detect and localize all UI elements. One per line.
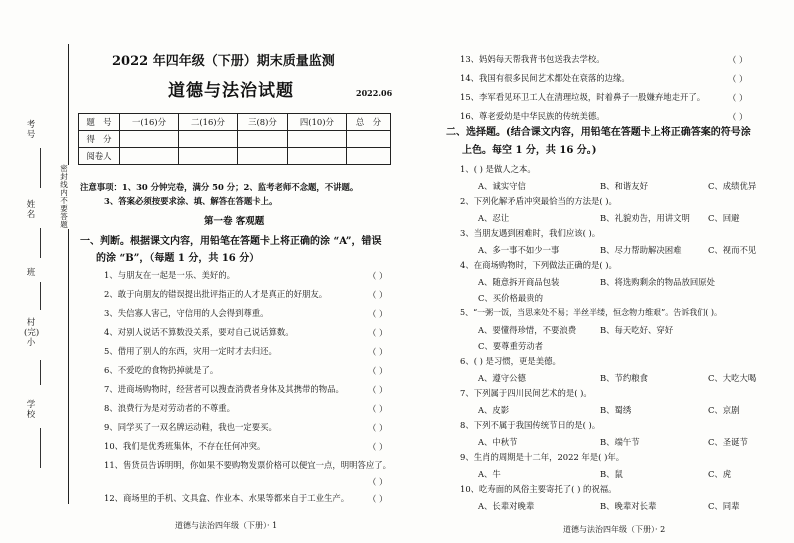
grader-cell — [346, 148, 390, 165]
tf-item: 4、对别人说话不算数没关系，要对自己说话算数。 — [104, 327, 294, 337]
exam-subtitle: 道德与法治试题 — [168, 81, 294, 101]
score-table-header: 三(8)分 — [237, 114, 287, 131]
grader-cell — [287, 148, 346, 165]
mc-option-c: C、成绩优异 — [708, 181, 757, 191]
tf-answer: （ ） — [728, 112, 748, 122]
notes-line-2: 3、答案必须按要求涂、填、解答在答题卡上。 — [104, 196, 278, 206]
mc-option-b: B、晚辈对长辈 — [600, 501, 657, 511]
tf-answer: （ ） — [368, 477, 388, 487]
tf-answer: （ ） — [368, 385, 388, 395]
mc-option-b: B、端午节 — [600, 437, 640, 447]
score-row-label: 得 分 — [79, 131, 120, 148]
exam-no-line — [40, 148, 41, 188]
mc-option-b: B、蜀绣 — [600, 405, 632, 415]
mc-option-b: B、节约粮食 — [600, 373, 649, 383]
mc-option-a: A、多一事不如少一事 — [478, 245, 560, 255]
tf-answer: （ ） — [368, 494, 388, 504]
mc-option-c: C、回避 — [708, 213, 740, 223]
grader-cell — [120, 148, 179, 165]
mc-question: 2、下列化解矛盾冲突最恰当的方法是( )。 — [460, 196, 617, 206]
section1-heading-2: 的涂 “B”，（每题 1 分，共 16 分） — [96, 253, 260, 264]
tf-answer: （ ） — [728, 55, 748, 65]
score-cell — [237, 131, 287, 148]
section1-heading-1: 一、判断。根据课文内容，用铅笔在答题卡上将正确的涂 “A”，错误 — [80, 236, 382, 247]
mc-option-a: A、长辈对晚辈 — [478, 501, 535, 511]
tf-item: 15、李军看见环卫工人在清理垃圾，时着鼻子一股嫌弃地走开了。 — [460, 92, 706, 102]
section2-heading-2: 上色。每空 1 分，共 16 分。) — [462, 145, 597, 156]
seal-line — [68, 44, 69, 504]
mc-option-a: A、要懂得珍惜，不要浪费 — [478, 325, 577, 335]
mc-option-c: C、视而不见 — [708, 245, 757, 255]
tf-item: 1、与朋友在一起是一乐、美好的。 — [104, 270, 235, 280]
mc-option-b: B、每天吃好、穿好 — [600, 325, 674, 335]
mc-question: 4、在商场购物时，下列做法正确的是( )。 — [460, 260, 617, 270]
school-line — [40, 428, 41, 468]
seal-text: 密封线内不要答题 — [58, 165, 70, 229]
name-label: 姓名 — [26, 200, 36, 220]
tf-item: 8、浪费行为是对劳动者的不尊重。 — [104, 403, 235, 413]
class-label: 班 — [26, 268, 36, 278]
score-table-header: 二(16)分 — [178, 114, 237, 131]
tf-item: 16、尊老爱幼是中华民族的传统美德。 — [460, 111, 605, 121]
grader-row — [79, 148, 391, 165]
class-line — [40, 282, 41, 310]
exam-date: 2022.06 — [356, 88, 393, 98]
footer-left: 道德与法治四年级（下册）· 1 — [175, 521, 278, 530]
tf-item: 14、我国有很多民间艺术都处在衰落的边缘。 — [460, 73, 630, 83]
exam-no-label: 考号 — [26, 120, 36, 140]
score-cell — [178, 131, 237, 148]
tf-item: 12、商场里的手机、文具盒、作业本、水果等都来自于工业生产。 — [104, 493, 350, 503]
exam-title: 2022 年四年级（下册）期末质量监测 — [112, 54, 335, 69]
tf-answer: （ ） — [368, 271, 388, 281]
tf-item: 3、失信寡人害己，守信用的人会得到尊重。 — [104, 308, 269, 318]
footer-right: 道德与法治四年级（下册）· 2 — [563, 525, 666, 534]
tf-answer: （ ） — [368, 328, 388, 338]
score-cell — [120, 131, 179, 148]
score-table-header: 总 分 — [346, 114, 390, 131]
mc-option-a: A、皮影 — [478, 405, 510, 415]
mc-question: 9、生肖的周期是十二年，2022 年是( )年。 — [460, 452, 625, 462]
mc-option-a: A、忍让 — [478, 213, 510, 223]
mc-question: 6、( ) 是习惯，更是美德。 — [460, 356, 561, 366]
mc-option-a: A、牛 — [478, 469, 501, 479]
village-label: 村(完)小 — [24, 318, 40, 348]
score-cell — [287, 131, 346, 148]
tf-item: 13、妈妈每天帮我背书包送我去学校。 — [460, 54, 605, 64]
mc-question: 7、下列属于四川民间艺术的是( )。 — [460, 388, 592, 398]
mc-option-a: A、中秋节 — [478, 437, 518, 447]
mc-question: 8、下列不属于我国传统节日的是( )。 — [460, 420, 601, 430]
section2-heading-1: 二、选择题。(结合课文内容，用铅笔在答题卡上将正确答案的符号涂 — [446, 127, 751, 138]
grader-cell — [178, 148, 237, 165]
notes-line-1: 注意事项：1、30 分钟完卷，满分 50 分；2、监考老师不念题，不讲题。 — [80, 182, 359, 192]
mc-option-b: B、和谐友好 — [600, 181, 649, 191]
tf-item: 7、进商场购物时，经营者可以搜查消费者身体及其携带的物品。 — [104, 384, 344, 394]
tf-answer: （ ） — [368, 290, 388, 300]
tf-item: 5、借用了别人的东西，灾用一定时才去归还。 — [104, 346, 277, 356]
score-cell — [346, 131, 390, 148]
tf-answer: （ ） — [368, 347, 388, 357]
mc-option-a: A、诚实守信 — [478, 181, 526, 191]
name-line — [40, 228, 41, 258]
tf-item: 6、不爱吃的食物扔掉就是了。 — [104, 365, 219, 375]
score-table-header-row — [79, 114, 391, 131]
grader-row-label: 阅卷人 — [79, 148, 120, 165]
mc-question: 5、“一粥一饭，当思来处不易；半丝半缕，恒念物力维艰”。告诉我们( )。 — [460, 308, 723, 317]
mc-option-c: C、京剧 — [708, 405, 740, 415]
mc-option-b: B、礼貌劝告，用讲文明 — [600, 213, 690, 223]
tf-answer: （ ） — [368, 404, 388, 414]
mc-option-c: C、大吃大喝 — [708, 373, 757, 383]
tf-item: 11、售货员告诉明明，你如果不要购物发票价格可以便宜一点，明明答应了。 — [104, 460, 392, 470]
mc-option-b: B、尽力帮助解决困难 — [600, 245, 682, 255]
school-label: 学校 — [26, 400, 36, 420]
tf-answer: （ ） — [368, 366, 388, 376]
mc-option-c: C、要尊重劳动者 — [478, 341, 544, 351]
mc-question: 1、( ) 是做人之本。 — [460, 164, 536, 174]
mc-option-b: B、将选购剩余的物品放回原处 — [600, 277, 716, 287]
mc-option-c: C、虎 — [708, 469, 732, 479]
tf-item: 10、我们是优秀班集体，不存在任何冲突。 — [104, 441, 266, 451]
village-line — [40, 360, 41, 385]
mc-option-c: C、圣诞节 — [708, 437, 748, 447]
score-table-header: 题 号 — [79, 114, 120, 131]
tf-answer: （ ） — [368, 442, 388, 452]
tf-answer: （ ） — [728, 93, 748, 103]
mc-option-c: C、同辈 — [708, 501, 740, 511]
tf-answer: （ ） — [368, 309, 388, 319]
tf-answer: （ ） — [728, 74, 748, 84]
mc-option-a: A、随意拆开商品包装 — [478, 277, 560, 287]
mc-option-b: B、鼠 — [600, 469, 623, 479]
mc-question: 3、当朋友遇到困难时，我们应该( )。 — [460, 228, 601, 238]
score-table-header: 一(16)分 — [120, 114, 179, 131]
grader-cell — [237, 148, 287, 165]
mc-question: 10、吃寿面的风俗主要寄托了( ) 的祝福。 — [460, 484, 617, 494]
mc-option-a: A、遵守公德 — [478, 373, 526, 383]
mc-option-c: C、买价格最贵的 — [478, 293, 544, 303]
tf-item: 2、敢于向朋友的错误提出批评指正的人才是真正的好朋友。 — [104, 289, 328, 299]
volume-title: 第一卷 客观题 — [204, 216, 265, 227]
tf-answer: （ ） — [368, 423, 388, 433]
tf-item: 9、同学买了一双名牌运动鞋，我也一定要买。 — [104, 422, 277, 432]
score-table-header: 四(10)分 — [287, 114, 346, 131]
binding-sidebar — [0, 0, 72, 543]
score-table — [78, 113, 391, 165]
score-row — [79, 131, 391, 148]
